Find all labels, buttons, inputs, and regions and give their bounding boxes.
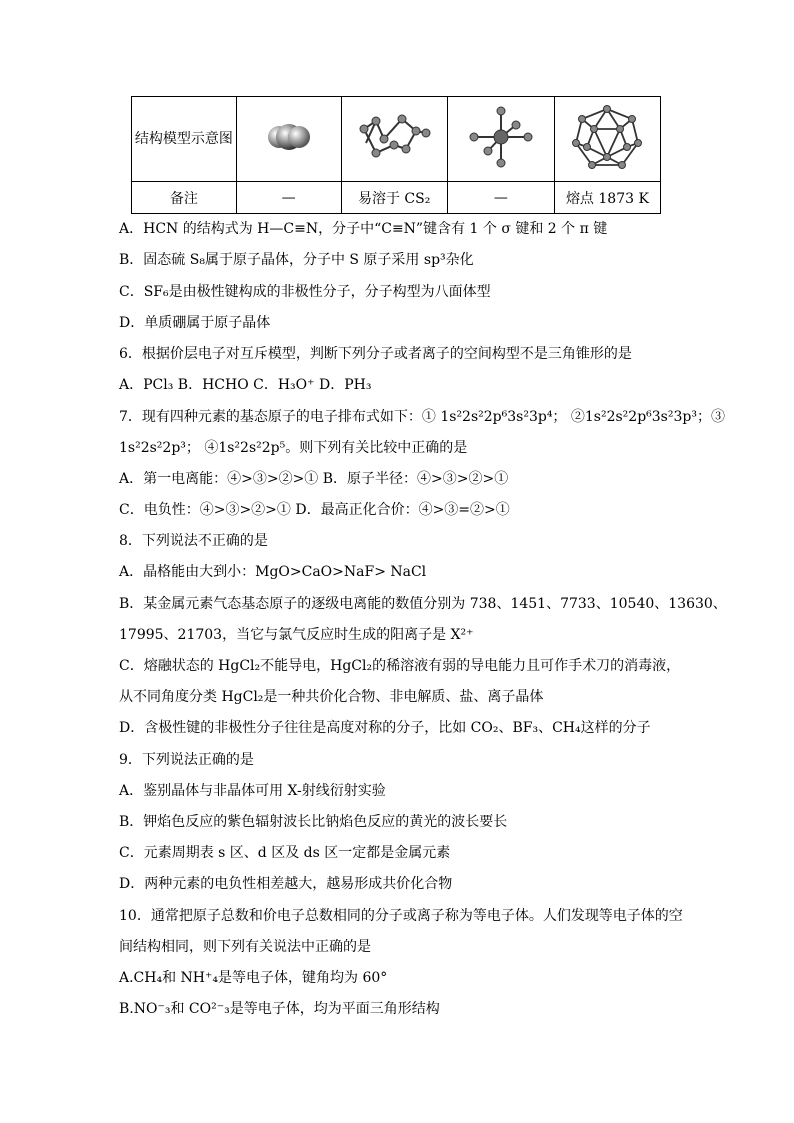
question-9: 9．下列说法正确的是	[119, 752, 254, 768]
text-line: C．电负性：④>③>②>① D．最高正化合价：④>③=②>①	[119, 502, 510, 518]
text-line: B．固态硫 S₈属于原子晶体，分子中 S 原子采用 sp³杂化	[119, 252, 474, 268]
note-sf6: —	[447, 182, 554, 214]
text-line: D．含极性键的非极性分子往往是高度对称的分子，比如 CO₂、BF₃、CH₄这样的分子	[119, 720, 651, 736]
note-hcn: —	[236, 182, 341, 214]
structure-header-text: 结构模型示意图	[134, 131, 233, 147]
s8-model-cell	[341, 97, 447, 182]
text-line: B.NO⁻₃和 CO²⁻₃是等电子体，均为平面三角形结构	[119, 1001, 440, 1017]
question-7: 7．现有四种元素的基态原子的电子排布式如下：① 1s²2s²2p⁶3s²3p⁴； ②1s²2s²2p⁶3s²3p³；③	[119, 409, 725, 425]
hcn-spacefill-icon	[259, 112, 319, 162]
question-6: 6．根据价层电子对互斥模型，判断下列分子或者离子的空间构型不是三角锥形的是	[119, 346, 632, 362]
text-line: A．第一电离能：④>③>②>① B．原子半径：④>③>②>①	[119, 471, 509, 487]
structure-table	[131, 96, 661, 214]
text-line: B．某金属元素气态基态原子的逐级电离能的数值分别为 738、1451、7733、10540、13630、	[119, 596, 727, 612]
text-line: A.CH₄和 NH⁺₄是等电子体，键角均为 60°	[119, 970, 388, 986]
text-line: A．HCN 的结构式为 H—C≡N，分子中“C≡N”键含有 1 个 σ 键和 2 个 π 键	[119, 221, 608, 237]
text-line: C．熔融状态的 HgCl₂不能导电，HgCl₂的稀溶液有弱的导电能力且可作手术刀的消毒液，	[119, 658, 681, 674]
note-boron: 熔点 1873 K	[554, 182, 660, 214]
text-line: C．SF₆是由极性键构成的非极性分子，分子构型为八面体型	[119, 284, 491, 300]
s8-ring-icon	[354, 109, 434, 165]
text-line: A．PCl₃ B．HCHO C．H₃O⁺ D．PH₃	[119, 377, 372, 393]
question-10: 10．通常把原子总数和价电子总数相同的分子或离子称为等电子体。人们发现等电子体的空	[119, 908, 683, 924]
question-8: 8．下列说法不正确的是	[119, 533, 268, 549]
sf6-octahedron-icon	[466, 105, 536, 169]
boron-icosahedron-icon	[572, 105, 642, 169]
text-line: D．单质硼属于原子晶体	[119, 315, 271, 331]
text-line: 1s²2s²2p³； ④1s²2s²2p⁵。则下列有关比较中正确的是	[119, 440, 468, 456]
sf6-model-cell	[447, 97, 554, 182]
hcn-model-cell	[236, 97, 341, 182]
text-line: 从不同角度分类 HgCl₂是一种共价化合物、非电解质、盐、离子晶体	[119, 689, 544, 705]
note-s8: 易溶于 CS₂	[341, 182, 447, 214]
table-header-structure	[132, 97, 237, 182]
boron-model-cell	[554, 97, 660, 182]
notes-header: 备注	[132, 182, 237, 214]
text-line: A．鉴别晶体与非晶体可用 X-射线衍射实验	[119, 783, 386, 799]
text-line: 17995、21703，当它与氯气反应时生成的阳离子是 X²⁺	[119, 627, 474, 643]
text-line: 间结构相同，则下列有关说法中正确的是	[119, 939, 371, 955]
text-line: D．两种元素的电负性相差越大，越易形成共价化合物	[119, 876, 453, 892]
text-line: C．元素周期表 s 区、d 区及 ds 区一定都是金属元素	[119, 845, 451, 861]
text-line: B．钾焰色反应的紫色辐射波长比钠焰色反应的黄光的波长要长	[119, 814, 508, 830]
text-line: A．晶格能由大到小：MgO>CaO>NaF> NaCl	[119, 564, 427, 580]
